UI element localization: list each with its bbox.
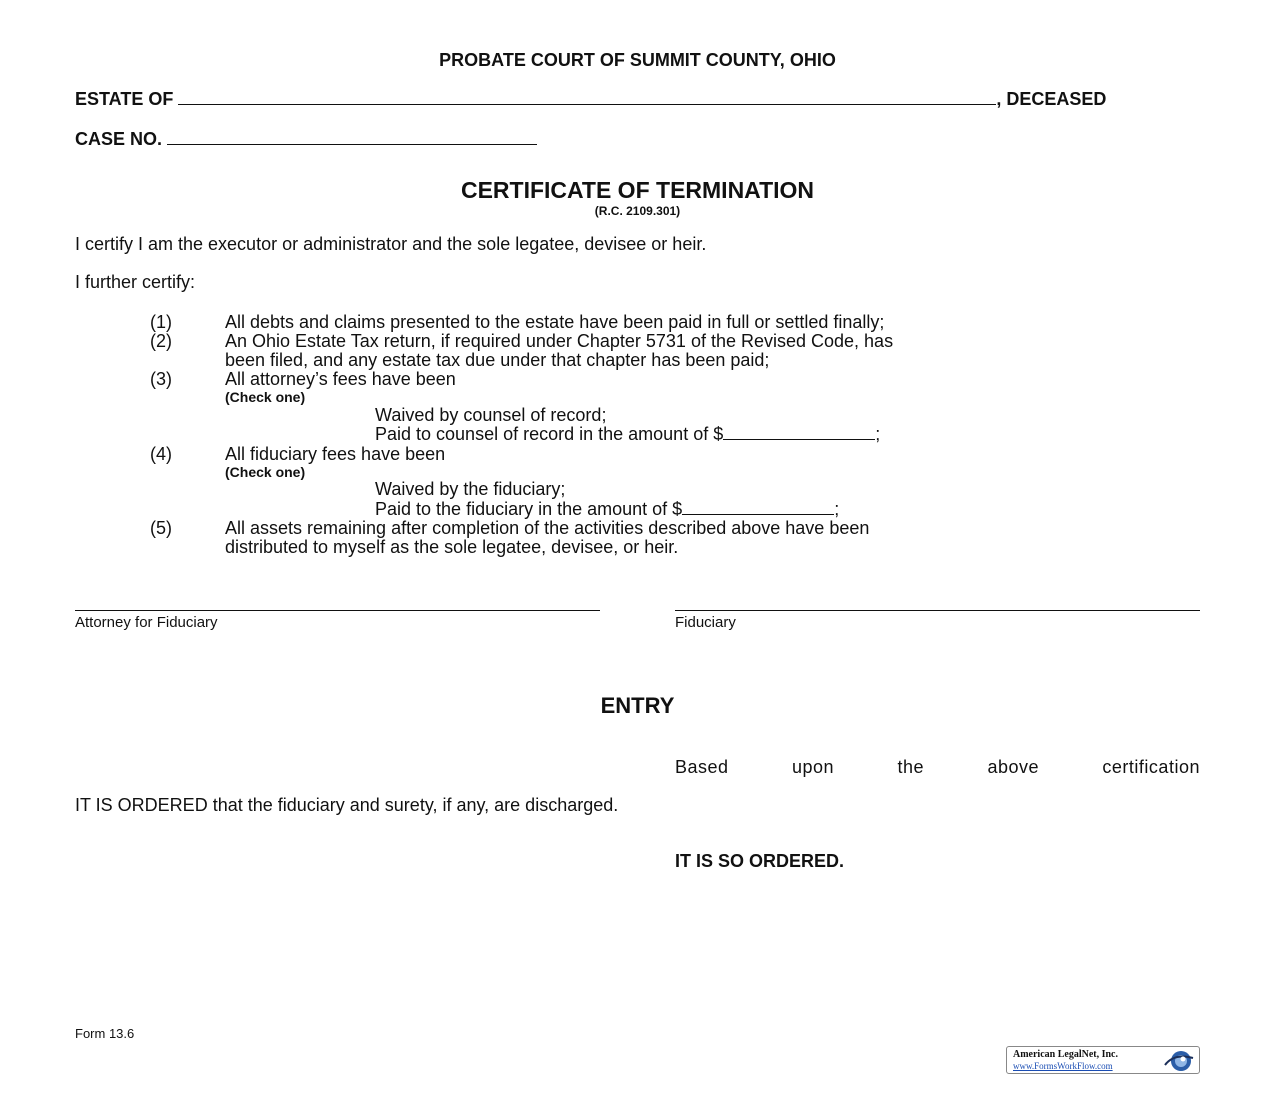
decedent-name-field[interactable] xyxy=(178,104,996,105)
publisher-name: American LegalNet, Inc. xyxy=(1013,1049,1118,1060)
publisher-logo[interactable] xyxy=(1006,1046,1200,1074)
counsel-fee-amount-field[interactable] xyxy=(723,439,875,440)
justified-word: the xyxy=(897,757,924,777)
court-title: PROBATE COURT OF SUMMIT COUNTY, OHIO xyxy=(439,50,836,70)
justified-word: certification xyxy=(1102,757,1200,777)
check-one-label: (Check one) xyxy=(225,389,306,405)
option-text: Paid to the fiduciary in the amount of $ xyxy=(375,499,683,519)
estate-label: ESTATE OF xyxy=(75,89,174,109)
fiduciary-fee-amount-field[interactable] xyxy=(682,514,834,515)
deceased-label: , DECEASED xyxy=(996,89,1107,109)
globe-icon xyxy=(1162,1049,1196,1073)
case-label: CASE NO. xyxy=(75,129,163,149)
semicolon: ; xyxy=(834,499,840,519)
further-certify: I further certify: xyxy=(75,272,196,292)
item-number: (1) xyxy=(150,312,172,332)
justified-word: above xyxy=(987,757,1039,777)
item-text: An Ohio Estate Tax return, if required under Chapter 5731 of the Revised Code, has xyxy=(225,331,894,351)
check-one-label: (Check one) xyxy=(225,464,306,480)
certificate-title: CERTIFICATE OF TERMINATION xyxy=(460,177,815,203)
item-text: All debts and claims presented to the estate have been paid in full or settled finally; xyxy=(225,312,885,332)
publisher-url-link[interactable]: www.FormsWorkFlow.com xyxy=(1013,1061,1113,1071)
item-text: been filed, and any estate tax due under that chapter has been paid; xyxy=(225,350,770,370)
fiduciary-signature-label: Fiduciary xyxy=(675,614,736,631)
option-waived-by-fiduciary[interactable]: Waived by the fiduciary; xyxy=(375,479,566,499)
case-number-field[interactable] xyxy=(167,144,537,145)
based-upon-line xyxy=(675,757,1200,778)
item-text: All fiduciary fees have been xyxy=(225,444,446,464)
option-waived-by-counsel[interactable]: Waived by counsel of record; xyxy=(375,405,607,425)
option-text: Paid to counsel of record in the amount of $ xyxy=(375,424,724,444)
entry-title: ENTRY xyxy=(600,693,675,718)
item-text: All assets remaining after completion of the activities described above have been xyxy=(225,518,870,538)
attorney-signature-line[interactable] xyxy=(75,610,600,611)
case-row xyxy=(75,129,537,150)
statute-reference: (R.C. 2109.301) xyxy=(594,204,681,218)
semicolon: ; xyxy=(875,424,881,444)
item-text: All attorney’s fees have been xyxy=(225,369,456,389)
option-paid-to-counsel[interactable] xyxy=(375,424,880,445)
item-number: (4) xyxy=(150,444,172,464)
item-number: (3) xyxy=(150,369,172,389)
discharge-order: IT IS ORDERED that the fiduciary and surety, if any, are discharged. xyxy=(75,795,619,815)
item-text: distributed to myself as the sole legatee, devisee, or heir. xyxy=(225,537,679,557)
item-number: (5) xyxy=(150,518,172,538)
fiduciary-signature-line[interactable] xyxy=(675,610,1200,611)
attorney-signature-label: Attorney for Fiduciary xyxy=(75,614,218,631)
form-number: Form 13.6 xyxy=(75,1026,135,1041)
justified-word: upon xyxy=(791,757,835,777)
estate-row xyxy=(75,89,1106,110)
option-paid-to-fiduciary[interactable] xyxy=(375,499,839,520)
so-ordered: IT IS SO ORDERED. xyxy=(675,851,845,871)
intro-statement: I certify I am the executor or administrator and the sole legatee, devisee or heir. xyxy=(75,234,707,254)
justified-word: Based xyxy=(675,757,729,777)
item-number: (2) xyxy=(150,331,172,351)
